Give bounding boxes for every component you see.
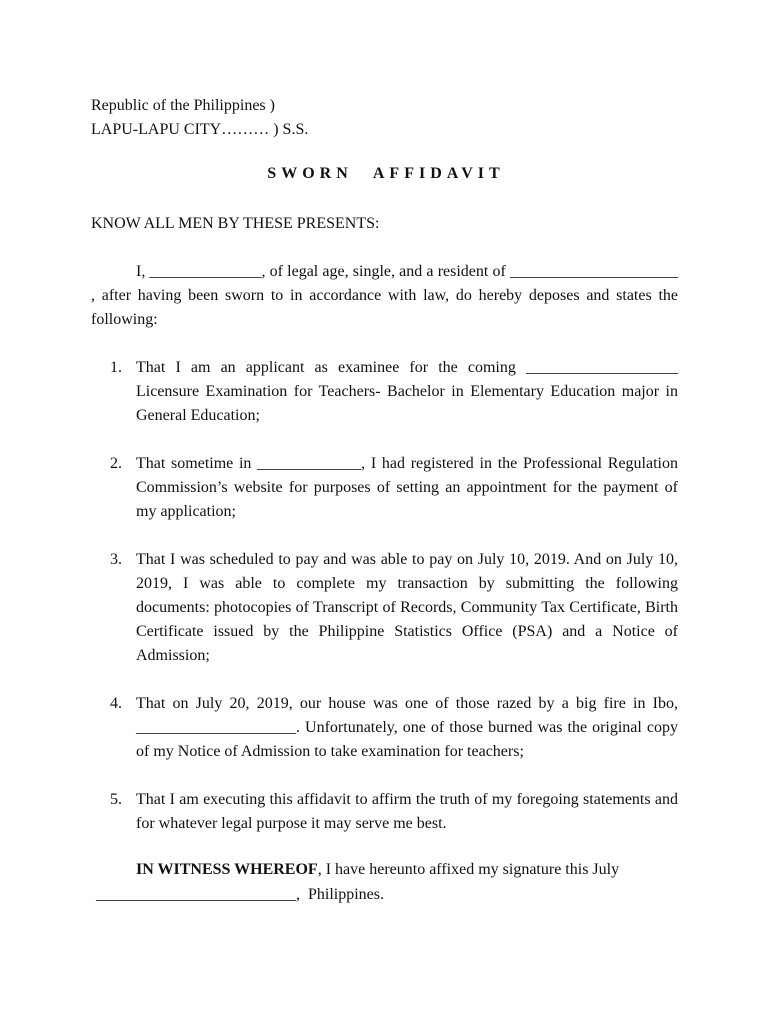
list-item-text: That on July 20, 2019, our house was one of those razed by a big fire in Ibo, ____________________. Unfortunately, one of those burned was the original copy of my Notice of Admission to take examination for teachers; (136, 695, 678, 760)
document-title: SWORN AFFIDAVIT (267, 165, 505, 182)
intro-paragraph: I, ______________, of legal age, single, and a resident of _____________________ , after having been sworn to in accordance with law, do hereby deposes and states the following: (91, 263, 678, 328)
list-item-text: That I am executing this affidavit to affirm the truth of my foregoing statements and for whatever legal purpose it may serve me best. (136, 791, 678, 832)
list-item-text: That I am an applicant as examinee for the coming ___________________ Licensure Examination for Teachers- Bachelor in Elementary Education major in General Education; (136, 359, 678, 424)
list-item-text: That sometime in _____________, I had registered in the Professional Regulation Commission’s website for purposes of setting an appointment for the payment of my application; (136, 455, 678, 520)
witness-paragraph (91, 858, 678, 882)
witness-date-line: _________________________, Philippines. (96, 886, 385, 903)
salutation: KNOW ALL MEN BY THESE PRESENTS: (91, 215, 380, 232)
list-item (110, 788, 678, 836)
list-item-text: That I was scheduled to pay and was able to pay on July 10, 2019. And on July 10, 2019, I was able to complete my transaction by submitting the following documents: photocopies of Transcript of Records, Community Tax Certificate, Birth Certificate issued by the Philippine Statistics Office (PSA) and a Notice of Admission; (136, 551, 678, 664)
list-item-number: 4. (110, 695, 122, 712)
header-city: LAPU-LAPU CITY……… ) S.S. (91, 121, 309, 138)
list-item-number: 3. (110, 551, 122, 568)
list-item (110, 452, 678, 524)
list-item (110, 692, 678, 764)
header-republic: Republic of the Philippines ) (91, 97, 275, 114)
list-item (110, 356, 678, 428)
list-item-number: 2. (110, 455, 122, 472)
list-item (110, 548, 678, 668)
list-item-number: 5. (110, 791, 122, 808)
witness-heading: IN WITNESS WHEREOF (136, 861, 318, 878)
list-item-number: 1. (110, 359, 122, 376)
witness-text: , I have hereunto affixed my signature this July (317, 861, 620, 878)
